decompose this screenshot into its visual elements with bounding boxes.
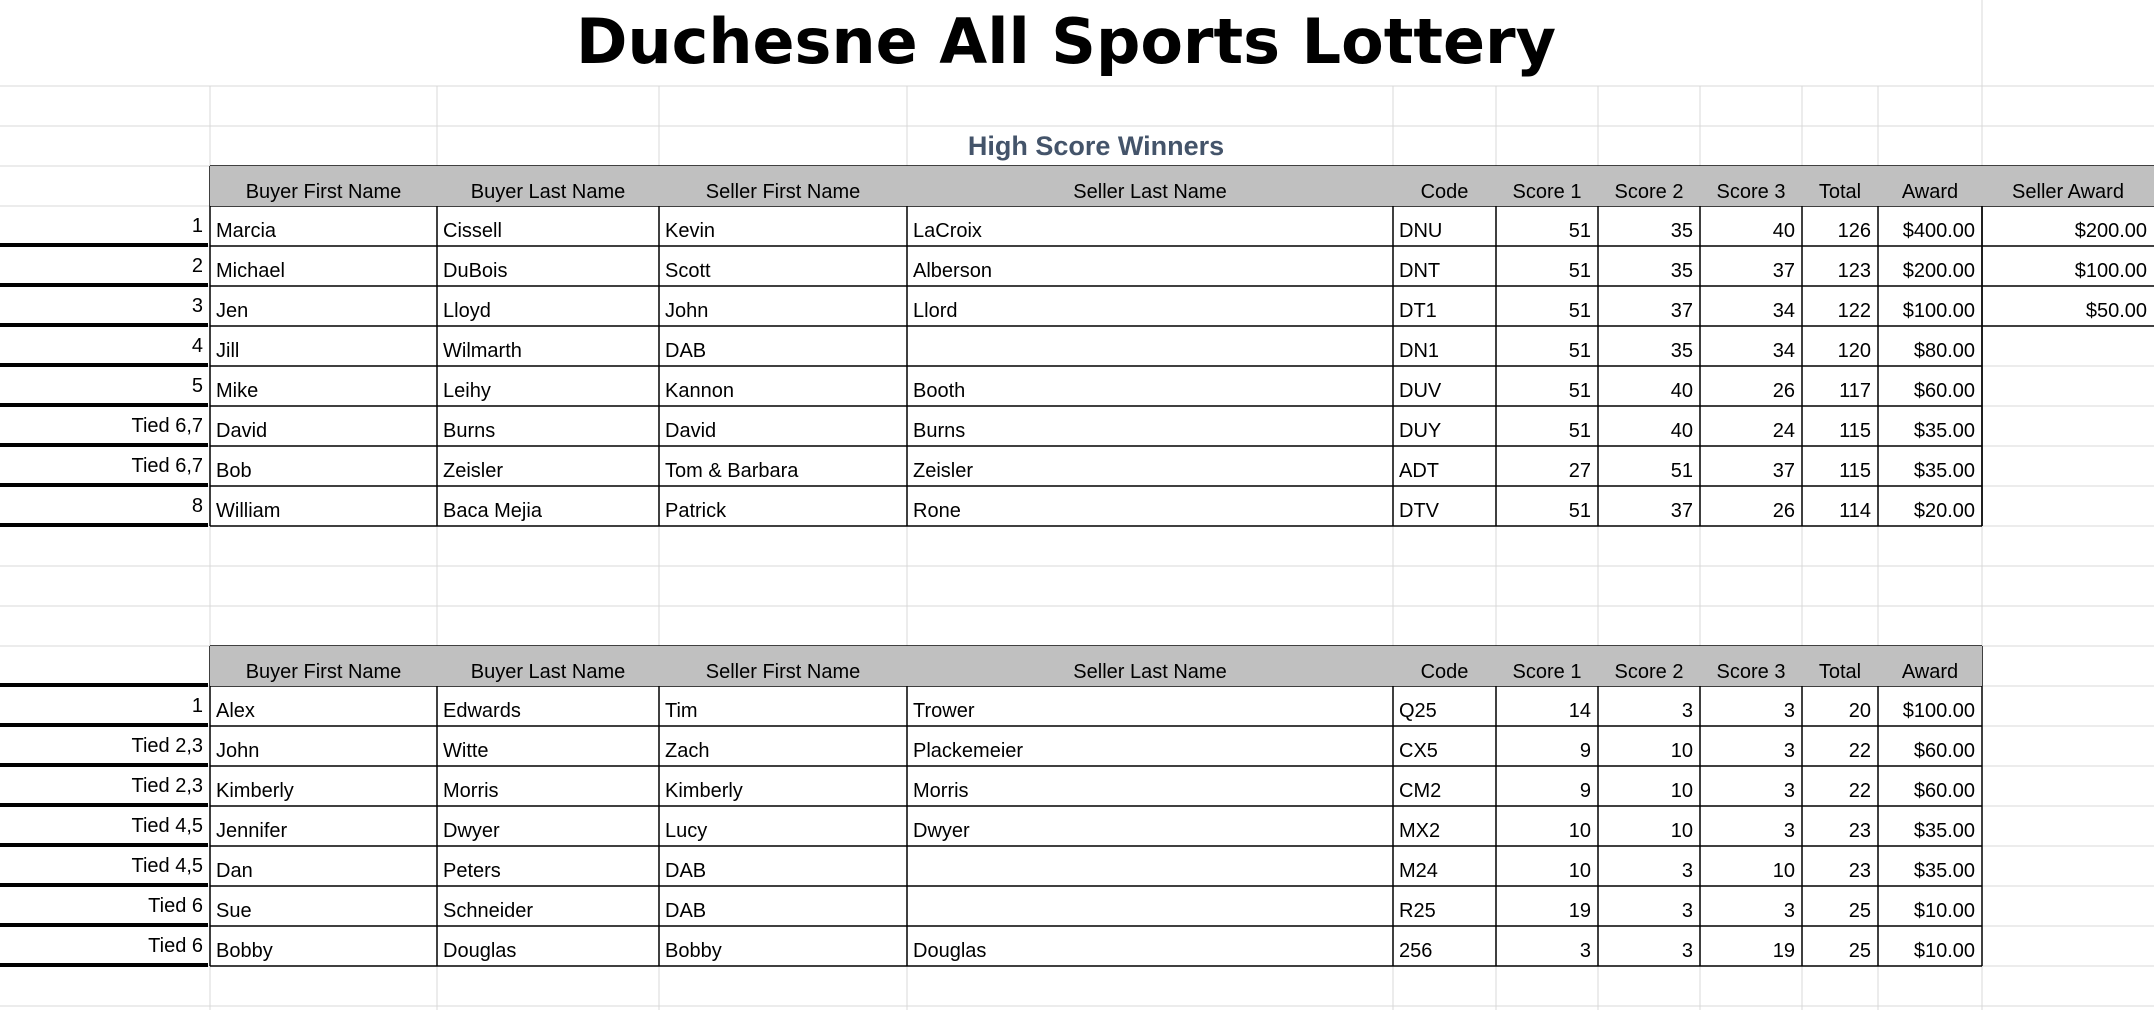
low-score-score3-cell[interactable]: 19 [1772,940,1795,962]
low-score-header-cell: Score 2 [1598,646,1700,686]
low-score-total-cell[interactable]: 23 [1848,860,1871,882]
high-score-buyer-last-cell[interactable]: Burns [443,420,496,442]
high-score-buyer-first-cell[interactable]: Marcia [216,220,277,242]
high-score-score2-cell[interactable]: 35 [1670,260,1693,282]
low-score-header-cell: Total [1802,646,1878,686]
low-score-buyer-last-cell[interactable]: Witte [443,740,489,762]
low-score-seller-last-cell[interactable]: Plackemeier [913,740,1024,762]
low-score-code-cell[interactable]: Q25 [1399,700,1437,722]
high-score-seller-award-cell[interactable] [1982,406,2154,446]
low-score-score2-cell[interactable]: 10 [1670,780,1693,802]
low-score-header-cell: Score 3 [1700,646,1802,686]
high-score-code-cell[interactable]: DN1 [1399,340,1440,362]
high-score-rank-cell[interactable]: Tied 6,7 [131,455,203,477]
high-score-buyer-last-cell[interactable]: Zeisler [443,460,504,482]
high-score-total-cell[interactable]: 115 [1839,420,1871,442]
high-score-score3-cell[interactable]: 34 [1772,300,1795,322]
high-score-total-cell[interactable]: 123 [1837,260,1871,282]
high-score-rank-cell[interactable]: 8 [191,495,203,517]
high-score-seller-award-cell[interactable]: $100.00 [2074,260,2147,282]
low-score-code-cell[interactable]: CM2 [1399,780,1442,802]
high-score-award-cell[interactable]: $100.00 [1902,300,1975,322]
high-score-header-cell: Buyer First Name [210,166,437,206]
low-score-seller-last-cell[interactable]: Trower [913,700,975,722]
low-score-score1-cell[interactable]: 10 [1568,860,1591,882]
low-score-buyer-first-cell[interactable]: Dan [216,860,253,882]
high-score-buyer-first-cell[interactable]: William [216,500,281,522]
high-score-buyer-last-cell[interactable]: Leihy [443,380,491,402]
low-score-score1-cell[interactable]: 3 [1579,940,1591,962]
low-score-score3-cell[interactable]: 3 [1783,740,1795,762]
low-score-total-cell[interactable]: 22 [1848,780,1871,802]
low-score-buyer-first-cell[interactable]: Alex [216,700,255,722]
low-score-code-cell[interactable]: M24 [1399,860,1438,882]
high-score-rank-cell[interactable]: 3 [191,295,203,317]
high-score-rank-cell[interactable]: Tied 6,7 [131,415,203,437]
high-score-score3-cell[interactable]: 26 [1772,500,1795,522]
low-score-buyer-last-cell[interactable]: Dwyer [443,820,500,842]
low-score-buyer-last-cell[interactable]: Peters [443,860,501,882]
high-score-award-cell[interactable]: $400.00 [1902,220,1975,242]
low-score-code-cell[interactable]: R25 [1399,900,1436,922]
high-score-buyer-last-cell[interactable]: Baca Mejia [443,500,542,522]
low-score-buyer-first-cell[interactable]: Bobby [216,940,273,962]
low-score-buyer-last-cell[interactable]: Morris [443,780,499,802]
high-score-header-cell: Score 3 [1700,166,1802,206]
low-score-seller-first-cell[interactable]: DAB [665,900,707,922]
low-score-code-cell[interactable]: MX2 [1399,820,1441,842]
high-score-header-cell: Seller First Name [659,166,907,206]
high-score-award-cell[interactable]: $80.00 [1913,340,1975,362]
high-score-rank-cell[interactable]: 1 [191,215,203,237]
low-score-score3-cell[interactable]: 3 [1783,820,1795,842]
high-score-header-cell: Score 1 [1496,166,1598,206]
high-score-score1-cell[interactable]: 27 [1568,460,1591,482]
low-score-award-cell[interactable]: $35.00 [1913,860,1975,882]
high-score-code-cell[interactable]: DUV [1399,380,1442,402]
high-score-score3-cell[interactable]: 34 [1772,340,1795,362]
low-score-header-cell: Seller First Name [659,646,907,686]
low-score-header-cell: Score 1 [1496,646,1598,686]
high-score-buyer-last-cell[interactable]: Cissell [443,220,502,242]
high-score-buyer-first-cell[interactable]: Mike [216,380,259,402]
low-score-buyer-first-cell[interactable]: John [216,740,260,762]
low-score-header-cell: Award [1878,646,1982,686]
high-score-award-cell[interactable]: $35.00 [1913,460,1975,482]
high-score-score3-cell[interactable]: 37 [1772,460,1795,482]
low-score-buyer-last-cell[interactable]: Schneider [443,900,534,922]
high-score-score1-cell[interactable]: 51 [1568,260,1591,282]
high-score-score1-cell[interactable]: 51 [1568,340,1591,362]
low-score-score2-cell[interactable]: 10 [1670,740,1693,762]
high-score-score1-cell[interactable]: 51 [1568,220,1591,242]
high-score-score2-cell[interactable]: 35 [1670,340,1693,362]
high-score-buyer-first-cell[interactable]: Jill [216,340,240,362]
high-score-score1-cell[interactable]: 51 [1568,420,1591,442]
high-score-seller-last-cell[interactable] [907,326,1393,366]
low-score-buyer-last-cell[interactable]: Edwards [443,700,521,722]
high-score-seller-first-cell[interactable]: Tom & Barbara [665,460,799,482]
high-score-seller-first-cell[interactable]: Kannon [665,380,734,402]
low-score-seller-last-cell[interactable]: Morris [913,780,969,802]
low-score-score1-cell[interactable]: 14 [1568,700,1591,722]
low-score-score1-cell[interactable]: 9 [1579,740,1591,762]
low-score-seller-first-cell[interactable]: Kimberly [665,780,743,802]
low-score-rank-cell[interactable]: Tied 2,3 [131,775,203,797]
low-score-seller-first-cell[interactable]: Zach [665,740,710,762]
high-score-buyer-last-cell[interactable]: Wilmarth [443,340,522,362]
high-score-seller-award-cell[interactable] [1982,326,2154,366]
low-score-award-cell[interactable]: $10.00 [1913,900,1975,922]
high-score-total-cell[interactable]: 120 [1837,340,1871,362]
low-score-award-cell[interactable]: $10.00 [1913,940,1975,962]
high-score-seller-last-cell[interactable]: LaCroix [913,220,982,242]
low-score-seller-last-cell[interactable] [907,886,1393,926]
high-score-header-cell: Total [1802,166,1878,206]
low-score-seller-last-cell[interactable] [907,846,1393,886]
high-score-seller-last-cell[interactable]: Zeisler [913,460,974,482]
low-score-total-cell[interactable]: 25 [1848,940,1871,962]
high-score-header-cell: Buyer Last Name [437,166,659,206]
low-score-seller-first-cell[interactable]: Bobby [665,940,722,962]
high-score-award-cell[interactable]: $35.00 [1913,420,1975,442]
low-score-buyer-first-cell[interactable]: Jennifer [216,820,288,842]
low-score-header-cell: Seller Last Name [907,646,1393,686]
low-score-rank-cell[interactable]: Tied 2,3 [131,735,203,757]
high-score-header-cell: Award [1878,166,1982,206]
high-score-buyer-first-cell[interactable]: David [216,420,268,442]
high-score-score2-cell[interactable]: 37 [1670,300,1693,322]
low-score-rank-cell[interactable]: 1 [191,695,203,717]
high-score-seller-first-cell[interactable]: Scott [665,260,711,282]
low-score-seller-first-cell[interactable]: Lucy [665,820,708,842]
low-score-buyer-last-cell[interactable]: Douglas [443,940,517,962]
high-score-score2-cell[interactable]: 40 [1670,380,1693,402]
low-score-award-cell[interactable]: $60.00 [1913,740,1975,762]
low-score-award-cell[interactable]: $60.00 [1913,780,1975,802]
low-score-seller-first-cell[interactable]: Tim [665,700,698,722]
high-score-score3-cell[interactable]: 40 [1772,220,1795,242]
high-score-seller-last-cell[interactable]: Burns [913,420,966,442]
low-score-header-cell: Buyer Last Name [437,646,659,686]
low-score-score2-cell[interactable]: 10 [1670,820,1693,842]
high-score-header-cell: Seller Last Name [907,166,1393,206]
high-score-seller-last-cell[interactable]: Llord [913,300,958,322]
high-score-rank-cell[interactable]: 5 [191,375,203,397]
low-score-score3-cell[interactable]: 10 [1772,860,1795,882]
high-score-seller-first-cell[interactable]: Patrick [665,500,727,522]
low-score-award-cell[interactable]: $100.00 [1902,700,1975,722]
low-score-code-cell[interactable]: 256 [1399,940,1433,962]
high-score-total-cell[interactable]: 122 [1837,300,1871,322]
low-score-total-cell[interactable]: 20 [1848,700,1871,722]
high-score-score1-cell[interactable]: 51 [1568,300,1591,322]
high-score-code-cell[interactable]: DT1 [1399,300,1437,322]
high-score-buyer-first-cell[interactable]: Michael [216,260,285,282]
high-score-seller-first-cell[interactable]: DAB [665,340,707,362]
high-score-score2-cell[interactable]: 51 [1670,460,1693,482]
low-score-score3-cell[interactable]: 3 [1783,780,1795,802]
high-score-total-cell[interactable]: 126 [1837,220,1871,242]
high-score-header-cell: Seller Award [1982,166,2154,206]
low-score-total-cell[interactable]: 22 [1848,740,1871,762]
high-score-seller-last-cell[interactable]: Alberson [913,260,992,282]
low-score-score2-cell[interactable]: 3 [1681,940,1693,962]
low-score-score2-cell[interactable]: 3 [1681,900,1693,922]
high-score-score2-cell[interactable]: 40 [1670,420,1693,442]
high-score-seller-award-cell[interactable] [1982,486,2154,526]
low-score-buyer-first-cell[interactable]: Kimberly [216,780,294,802]
high-score-code-cell[interactable]: DNU [1399,220,1443,242]
high-score-seller-last-cell[interactable]: Rone [913,500,961,522]
low-score-score3-cell[interactable]: 3 [1783,700,1795,722]
low-score-total-cell[interactable]: 23 [1848,820,1871,842]
section-title-high-score: High Score Winners [967,131,1225,161]
high-score-code-cell[interactable]: ADT [1399,460,1439,482]
high-score-award-cell[interactable]: $200.00 [1902,260,1975,282]
high-score-seller-award-cell[interactable] [1982,446,2154,486]
high-score-score3-cell[interactable]: 26 [1772,380,1795,402]
high-score-seller-award-cell[interactable] [1982,366,2154,406]
high-score-total-cell[interactable]: 114 [1839,500,1871,522]
low-score-code-cell[interactable]: CX5 [1399,740,1438,762]
high-score-score1-cell[interactable]: 51 [1568,500,1591,522]
high-score-seller-award-cell[interactable]: $50.00 [2085,300,2147,322]
high-score-buyer-last-cell[interactable]: DuBois [443,260,508,282]
high-score-buyer-first-cell[interactable]: Jen [216,300,249,322]
low-score-award-cell[interactable]: $35.00 [1913,820,1975,842]
low-score-seller-last-cell[interactable]: Dwyer [913,820,970,842]
high-score-seller-last-cell[interactable]: Booth [913,380,966,402]
low-score-buyer-first-cell[interactable]: Sue [216,900,252,922]
high-score-code-cell[interactable]: DUY [1399,420,1442,442]
low-score-header-cell: Code [1393,646,1496,686]
high-score-seller-first-cell[interactable]: John [665,300,709,322]
low-score-rank-cell[interactable]: Tied 4,5 [131,815,203,837]
high-score-seller-first-cell[interactable]: David [665,420,717,442]
high-score-score3-cell[interactable]: 24 [1772,420,1795,442]
low-score-header-cell: Buyer First Name [210,646,437,686]
high-score-seller-first-cell[interactable]: Kevin [665,220,716,242]
low-score-seller-last-cell[interactable]: Douglas [913,940,987,962]
high-score-score2-cell[interactable]: 35 [1670,220,1693,242]
low-score-score2-cell[interactable]: 3 [1681,700,1693,722]
sheet-title: Duchesne All Sports Lottery [576,5,1557,78]
high-score-score1-cell[interactable]: 51 [1568,380,1591,402]
high-score-seller-award-cell[interactable]: $200.00 [2074,220,2147,242]
high-score-code-cell[interactable]: DTV [1399,500,1439,522]
high-score-rank-cell[interactable]: 4 [191,335,203,357]
low-score-seller-first-cell[interactable]: DAB [665,860,707,882]
high-score-award-cell[interactable]: $20.00 [1913,500,1975,522]
high-score-buyer-first-cell[interactable]: Bob [216,460,252,482]
high-score-score3-cell[interactable]: 37 [1772,260,1795,282]
low-score-score1-cell[interactable]: 9 [1579,780,1591,802]
high-score-score2-cell[interactable]: 37 [1670,500,1693,522]
low-score-rank-cell[interactable]: Tied 6 [148,895,203,917]
low-score-rank-cell[interactable]: Tied 4,5 [131,855,203,877]
high-score-total-cell[interactable]: 115 [1839,460,1871,482]
low-score-total-cell[interactable]: 25 [1848,900,1871,922]
low-score-rank-cell[interactable]: Tied 6 [148,935,203,957]
high-score-buyer-last-cell[interactable]: Lloyd [443,300,491,322]
low-score-score3-cell[interactable]: 3 [1783,900,1795,922]
high-score-rank-cell[interactable]: 2 [191,255,203,277]
low-score-score1-cell[interactable]: 10 [1568,820,1591,842]
high-score-header-cell: Score 2 [1598,166,1700,206]
high-score-header-cell: Code [1393,166,1496,206]
high-score-total-cell[interactable]: 117 [1839,380,1871,402]
high-score-award-cell[interactable]: $60.00 [1913,380,1975,402]
low-score-score2-cell[interactable]: 3 [1681,860,1693,882]
low-score-score1-cell[interactable]: 19 [1568,900,1591,922]
high-score-code-cell[interactable]: DNT [1399,260,1441,282]
